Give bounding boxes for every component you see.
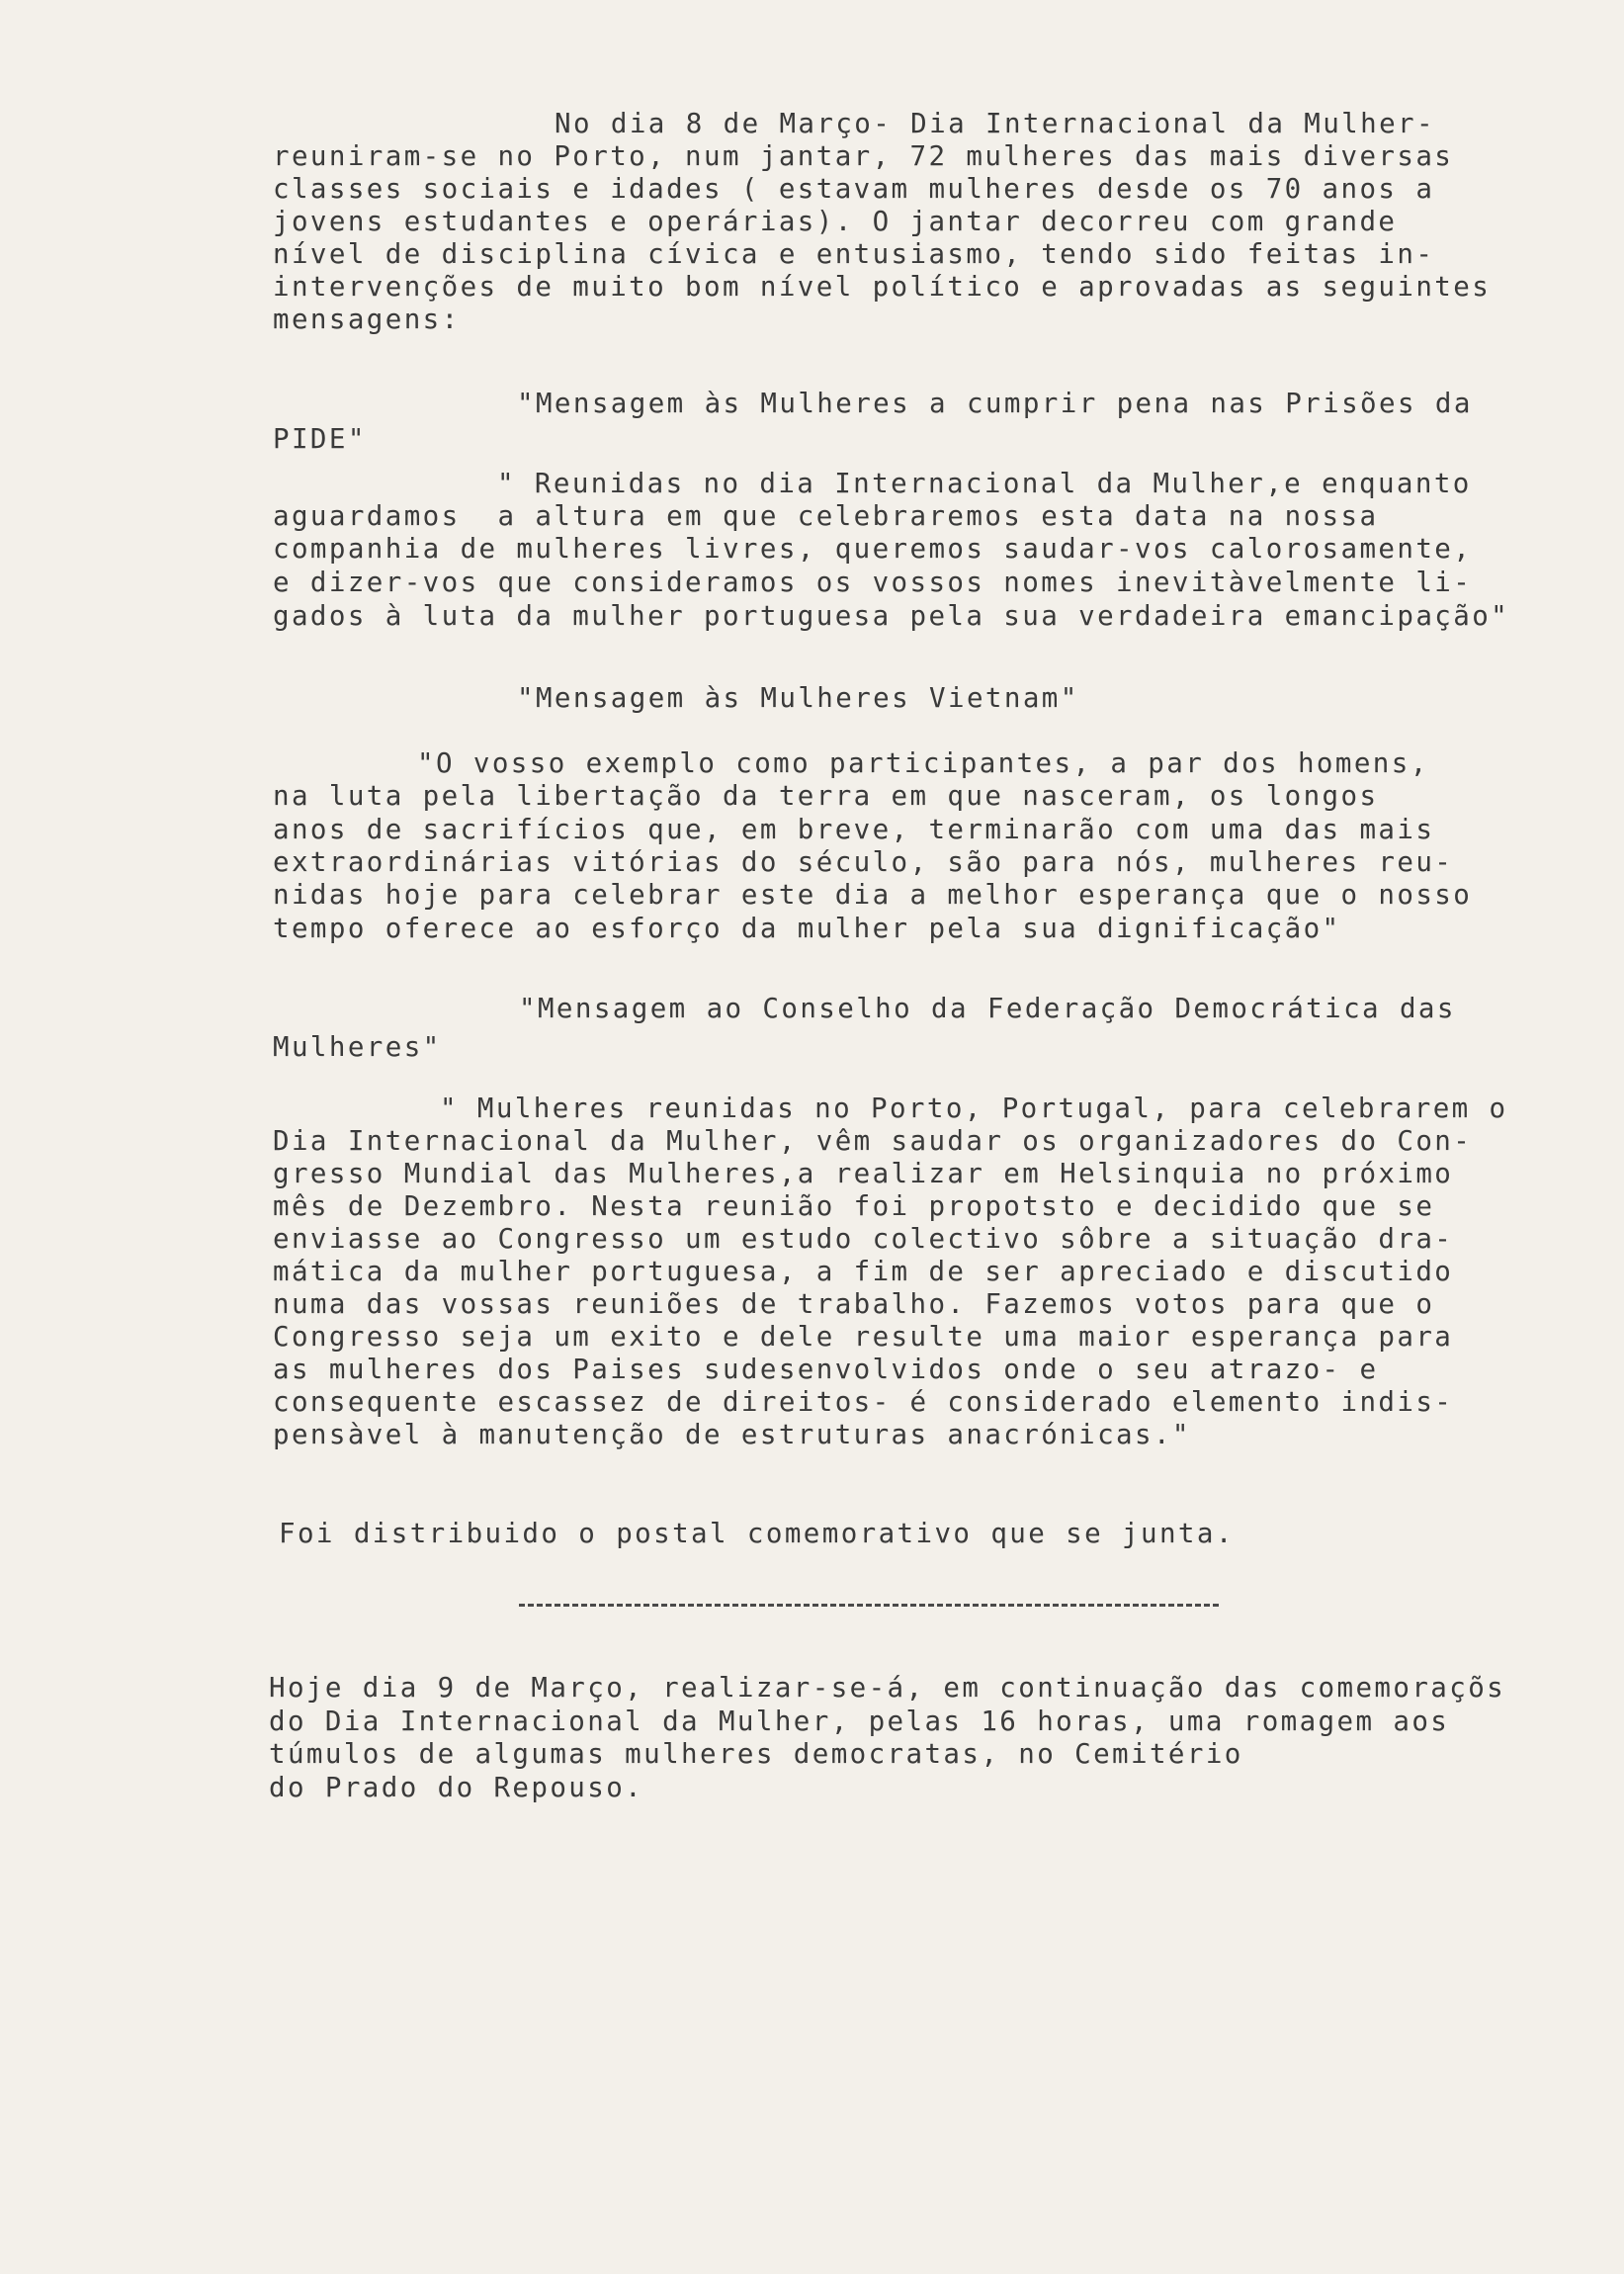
intro-line: mensagens: [273,304,461,335]
message-body-line: Congresso seja um exito e dele resulte uma maior esperança para [273,1321,1454,1353]
intro-line: nível de disciplina cívica e entusiasmo, tendo sido feitas in- [273,238,1435,270]
message-title: "Mensagem às Mulheres Vietnam" [517,682,1079,714]
message-body-line: " Reunidas no dia Internacional da Mulher,e enquanto [497,468,1472,499]
message-body-line: enviasse ao Congresso um estudo colectivo sôbre a situação dra- [273,1223,1454,1255]
message-body-line: tempo oferece ao esforço da mulher pela sua dignificação" [273,913,1341,944]
message-body-line: " Mulheres reunidas no Porto, Portugal, para celebrarem o [440,1093,1508,1124]
postal-note: Foi distribuido o postal comemorativo que se junta. [279,1518,1235,1549]
intro-line: jovens estudantes e operárias). O jantar decorreu com grande [273,206,1398,237]
message-body-line: "O vosso exemplo como participantes, a par dos homens, [417,747,1429,779]
message-body-line: pensàvel à manutenção de estruturas anacrónicas." [273,1419,1191,1450]
message-body-line: mês de Dezembro. Nesta reunião foi propotsto e decidido que se [273,1190,1435,1222]
message-body-line: anos de sacrifícios que, em breve, terminarão com uma das mais [273,814,1435,845]
message-body-line: na luta pela libertação da terra em que nasceram, os longos [273,780,1379,812]
message-body-line: gresso Mundial das Mulheres,a realizar em Helsinquia no próximo [273,1158,1454,1189]
closing-line: Hoje dia 9 de Março, realizar-se-á, em continuação das comemoraçõs [269,1672,1506,1704]
intro-line: classes sociais e idades ( estavam mulheres desde os 70 anos a [273,173,1435,205]
message-body-line: extraordinárias vitórias do século, são para nós, mulheres reu- [273,846,1454,878]
separator-rule [519,1604,1219,1607]
message-title: Mulheres" [273,1031,442,1063]
message-body-line: mática da mulher portuguesa, a fim de ser apreciado e discutido [273,1256,1454,1287]
intro-line: intervenções de muito bom nível político e aprovadas as seguintes [273,271,1492,303]
closing-line: túmulos de algumas mulheres democratas, no Cemitério [269,1738,1243,1770]
message-body-line: as mulheres dos Paises sudesenvolvidos onde o seu atrazo- e [273,1354,1379,1385]
message-body-line: aguardamos a altura em que celebraremos esta data na nossa [273,500,1379,532]
message-title: PIDE" [273,423,367,455]
message-body-line: nidas hoje para celebrar este dia a melhor esperança que o nosso [273,879,1473,911]
closing-line: do Dia Internacional da Mulher, pelas 16 horas, uma romagem aos [269,1706,1450,1737]
message-body-line: consequente escassez de direitos- é considerado elemento indis- [273,1386,1454,1418]
message-body-line: companhia de mulheres livres, queremos saudar-vos calorosamente, [273,533,1473,565]
intro-line: No dia 8 de Março- Dia Internacional da Mulher- [555,108,1435,139]
message-title: "Mensagem às Mulheres a cumprir pena nas Prisões da [517,388,1473,419]
message-body-line: numa das vossas reuniões de trabalho. Fazemos votos para que o [273,1288,1435,1320]
intro-line: reuniram-se no Porto, num jantar, 72 mulheres das mais diversas [273,140,1454,172]
message-body-line: e dizer-vos que consideramos os vossos nomes inevitàvelmente li- [273,567,1473,598]
message-body-line: Dia Internacional da Mulher, vêm saudar os organizadores do Con- [273,1125,1473,1157]
closing-line: do Prado do Repouso. [269,1772,644,1803]
message-title: "Mensagem ao Conselho da Federação Democrática das [519,993,1456,1024]
message-body-line: gados à luta da mulher portuguesa pela sua verdadeira emancipação" [273,600,1510,632]
